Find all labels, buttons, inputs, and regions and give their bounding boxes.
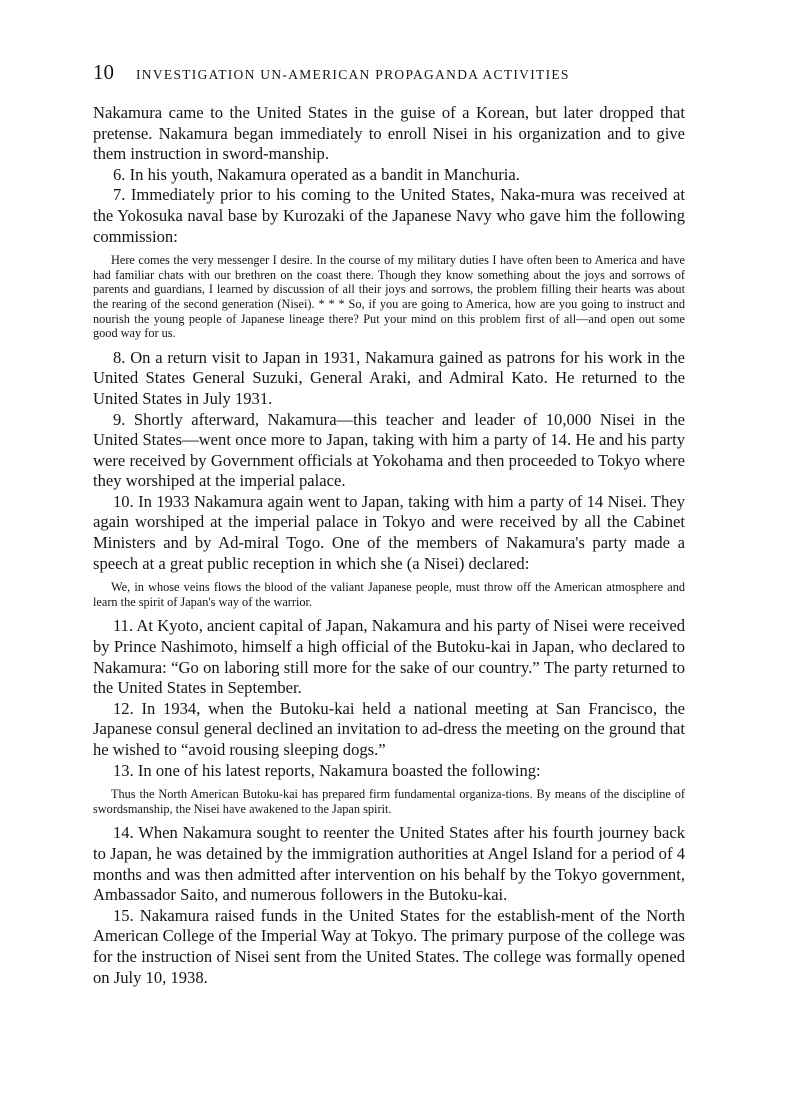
paragraph-10: 10. In 1933 Nakamura again went to Japan, taking with him a party of 14 Nisei. They again worshiped at the imperial palace in Tokyo and were received by all the Cabinet Ministers and by Ad-miral Togo. One of the members of Nakamura's party made a speech at a great public reception in which she (a Nisei) declared: [93,491,685,573]
document-page [93,60,685,988]
page-number: 10 [93,60,114,84]
paragraph-7: 7. Immediately prior to his coming to the United States, Naka-mura was received at the Yokosuka naval base by Kurozaki of the Japanese Navy who gave him the following commission: [93,185,685,246]
running-title: INVESTIGATION UN-AMERICAN PROPAGANDA ACTIVITIES [136,67,570,82]
paragraph-9: 9. Shortly afterward, Nakamura—this teacher and leader of 10,000 Nisei in the United States—went once more to Japan, taking with him a party of 14. He and his party were received by Government officials at Yokohama and then proceeded to Tokyo where they worshiped at the imperial palace. [93,409,685,491]
page-header [93,60,685,85]
paragraph-8: 8. On a return visit to Japan in 1931, Nakamura gained as patrons for his work in the United States General Suzuki, General Araki, and Admiral Kato. He returned to the United States in July 1931. [93,347,685,408]
paragraph-12: 12. In 1934, when the Butoku-kai held a national meeting at San Francisco, the Japanese consul general declined an invitation to ad-dress the meeting on the ground that he wished to “avoid rousing sleeping dogs.” [93,698,685,759]
block-quote-report: Thus the North American Butoku-kai has prepared firm fundamental organiza-tions. By means of the discipline of swordsmanship, the Nisei have awakened to the Japan spirit. [93,787,685,816]
paragraph-11: 11. At Kyoto, ancient capital of Japan, Nakamura and his party of Nisei were received by Prince Nashimoto, himself a high official of the Butoku-kai in Japan, who declared to Nakamura: “Go on laboring still more for the sake of our country.” The party returned to the United States in September. [93,616,685,698]
block-quote-declaration: We, in whose veins flows the blood of the valiant Japanese people, must throw off the American atmosphere and learn the spirit of Japan's way of the warrior. [93,580,685,609]
paragraph-continuation: Nakamura came to the United States in the guise of a Korean, but later dropped that pretense. Nakamura began immediately to enroll Nisei in his organization and to give them instruction in sword-manship. [93,103,685,164]
paragraph-6: 6. In his youth, Nakamura operated as a bandit in Manchuria. [113,164,520,184]
paragraph-13: 13. In one of his latest reports, Nakamura boasted the following: [113,760,541,780]
block-quote-commission: Here comes the very messenger I desire. In the course of my military duties I have often been to America and have had familiar chats with our brethren on the coast there. Though they know something about the joys and sorrows of parents and guardians, I learned by discussion of all their joys and sorrows, the problem filling their hearts was about the rearing of the second generation (Nisei). * * * So, if you are going to America, how are you going to instruct and nourish the young people of Japanese lineage there? Put your mind on this problem first of all—and open out some good way for us. [93,253,685,341]
paragraph-15: 15. Nakamura raised funds in the United States for the establish-ment of the North American College of the Imperial Way at Tokyo. The primary purpose of the college was for the instruction of Nisei sent from the United States. The college was formally opened on July 10, 1938. [93,905,685,987]
paragraph-14: 14. When Nakamura sought to reenter the United States after his fourth journey back to Japan, he was detained by the immigration authorities at Angel Island for a period of 4 months and was then admitted after intervention on his behalf by the Tokyo government, Ambassador Saito, and numerous followers in the Butoku-kai. [93,823,685,905]
